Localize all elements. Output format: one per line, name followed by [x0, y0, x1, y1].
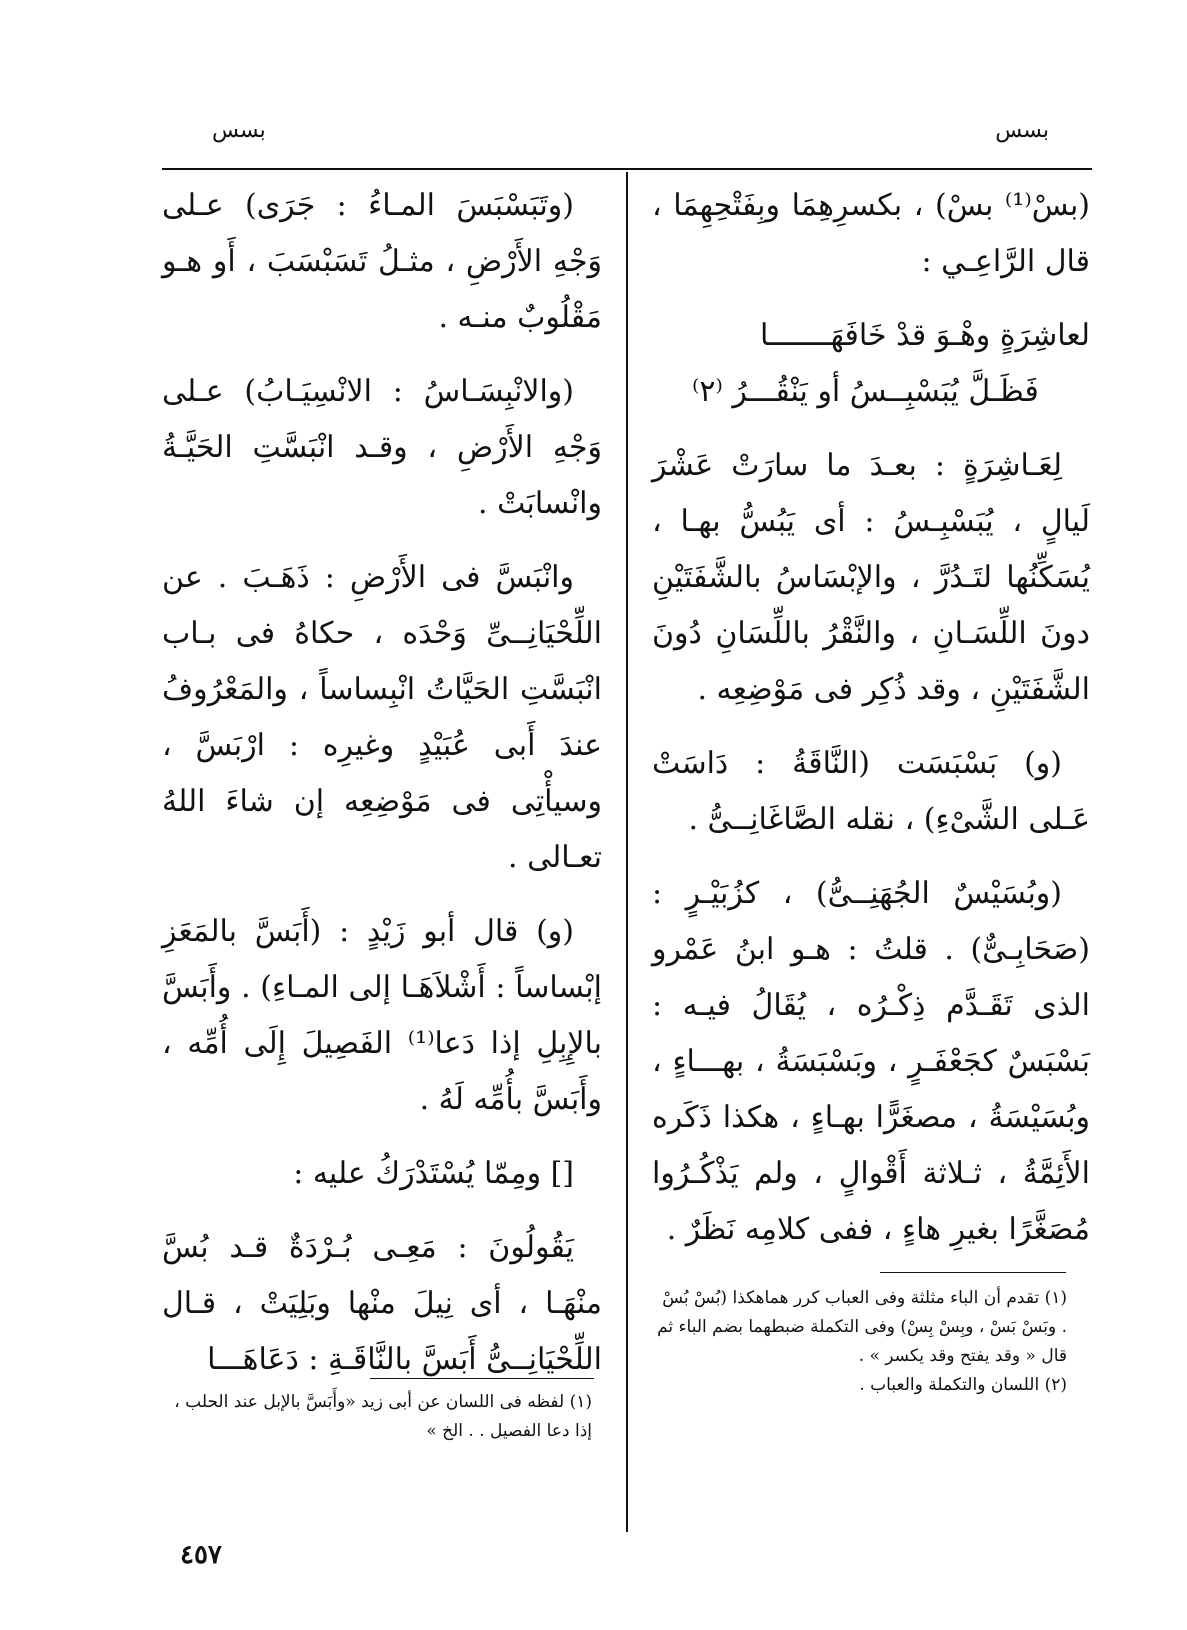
paragraph: (وتَبَسْبَسَ المـاءُ : جَرَى) عـلى وَجْهِ الأَرْضِ ، مثـلُ تَسَبْسَبَ ، أَو هـو مَقْلُوبٌ منـه .	[162, 188, 602, 335]
running-head-left: بسس	[212, 118, 266, 143]
running-head-right: بسس	[995, 118, 1049, 143]
footnote: (١) تقدم أن الباء مثلثة وفى العباب كرر هماهكذا (بُسْ بُسْ . وبَسْ بَسْ ، وبِسْ بِسْ) وفى التكملة ضبطهما بضم الباء ثم قال « وقد يفتح وقد يكسر » .	[657, 1288, 1067, 1366]
paragraph: لِعَـاشِرَةٍ : بعـدَ ما سارَتْ عَشْرَ لَيالٍ ، يُبَسْبِـسُ : أى يَبُسُّ بهـا ، يُسَكِّنُها لتَـدُرَّ ، والإبْسَاسُ بالشَّفَتَيْنِ دونَ اللِّسَـانِ ، والنَّقْرُ باللِّسَانِ دُونَ الشَّفَتَيْنِ ، وقد ذُكِر فى مَوْضِعِه .	[652, 448, 1090, 707]
section-heading: [] ومِمّا يُسْتَدْرَكُ عليه :	[293, 1156, 574, 1191]
footnote-rule-left	[370, 1378, 594, 1379]
paragraph: (بسْ⁽¹⁾ بسْ) ، بكسرِهِمَا وبِفَتْحِهِمَا ، قال الرَّاعِـي :	[652, 188, 1090, 279]
verse-hemistich-first: لعاشِرَةٍ وهْـوَ قدْ خَافَهَـــــــا	[760, 318, 1090, 353]
paragraph: يَقُولُونَ : مَعِـى بُـرْدَةٌ قـد بُسَّ منْهَـا ، أى نِيلَ منْها وبَلِيَتْ ، قـال اللِّحْيَانِــىُّ أَبَسَّ بالنَّاقَـةِ : دَعَاهَـــا	[162, 1230, 602, 1377]
paragraph: (و) قال أبو زَيْدٍ : (أَبَسَّ بالمَعَزِ إبْساساً : أَشْلاَهَـا إلى المـاءِ) . وأَبَسَّ بالإِبِلِ إذا دَعا⁽¹⁾ الفَصِيلَ إِلَى أُمِّه ، وأَبَسَّ بأُمِّه لَهُ .	[162, 914, 602, 1117]
footnote-rule-right	[880, 1272, 1066, 1273]
paragraph: (وبُسَيْسٌ الجُهَنِــىُّ) ، كزُبَيْـرٍ : (صَحَابِـىٌّ) . قلتُ : هـو ابنُ عَمْرو الذى تَقَـدَّم ذِكْـرُه ، يُقَالُ فيـه : بَسْبَسٌ كجَعْفَـرٍ ، وبَسْبَسَةُ ، بهـــاءٍ ، وبُسَيْسَةُ ، مصغَرًّا بهـاءٍ ، هكذا ذَكَره الأَئِمَّةُ ، ثـلاثة أَقْوالٍ ، ولم يَذْكُـرُوا مُصَغَّرًا بغيرِ هاءٍ ، ففى كلامِه نَظَرٌ .	[652, 876, 1090, 1247]
footnote: (٢) اللسان والتكملة والعباب .	[859, 1375, 1067, 1395]
header-rule	[162, 168, 1092, 170]
footnotes-right	[655, 1284, 1067, 1400]
verse-hemistich-second: فَظَـلَّ يُبَسْبِــسُ أو يَنْقُـــرُ ⁽٢⁾	[692, 374, 1039, 409]
verse	[652, 308, 1090, 420]
paragraph: (والانْبِسَـاسُ : الانْسِيَـابُ) عـلى وَجْهِ الأَرْضِ ، وقـد انْبَسَّتِ الحَيَّـةُ وانْسابَتْ .	[162, 374, 602, 521]
right-column	[652, 178, 1090, 1276]
page-number: ٤٥٧	[180, 1540, 222, 1570]
paragraph: وانْبَسَّ فى الأَرْضِ : ذَهَـبَ . عن اللِّحْيَانِــىِّ وَحْدَه ، حكاهُ فى بـاب انْبَسَّتِ الحَيَّاتُ انْبِساساً ، والمَعْرُوفُ عندَ أَبى عُبَيْدٍ وغيرِه : ارْبَسَّ ، وسيأْتِى فى مَوْضِعِه إن شاءَ اللهُ تعـالى .	[162, 560, 602, 875]
footnote: (١) لفظه فى اللسان عن أبى زيد «وأَبَسَّ بالإبل عند الحلب ، إذا دعا الفصيل . . الخ »	[174, 1392, 592, 1441]
paragraph: (و) بَسْبَسَت (النَّاقَةُ : دَاسَتْ عَـلى الشَّىْءِ) ، نقله الصَّاغَانِــىُّ .	[652, 746, 1090, 837]
column-divider	[626, 172, 628, 1532]
left-column	[162, 178, 602, 1406]
footnotes-left	[168, 1388, 592, 1446]
